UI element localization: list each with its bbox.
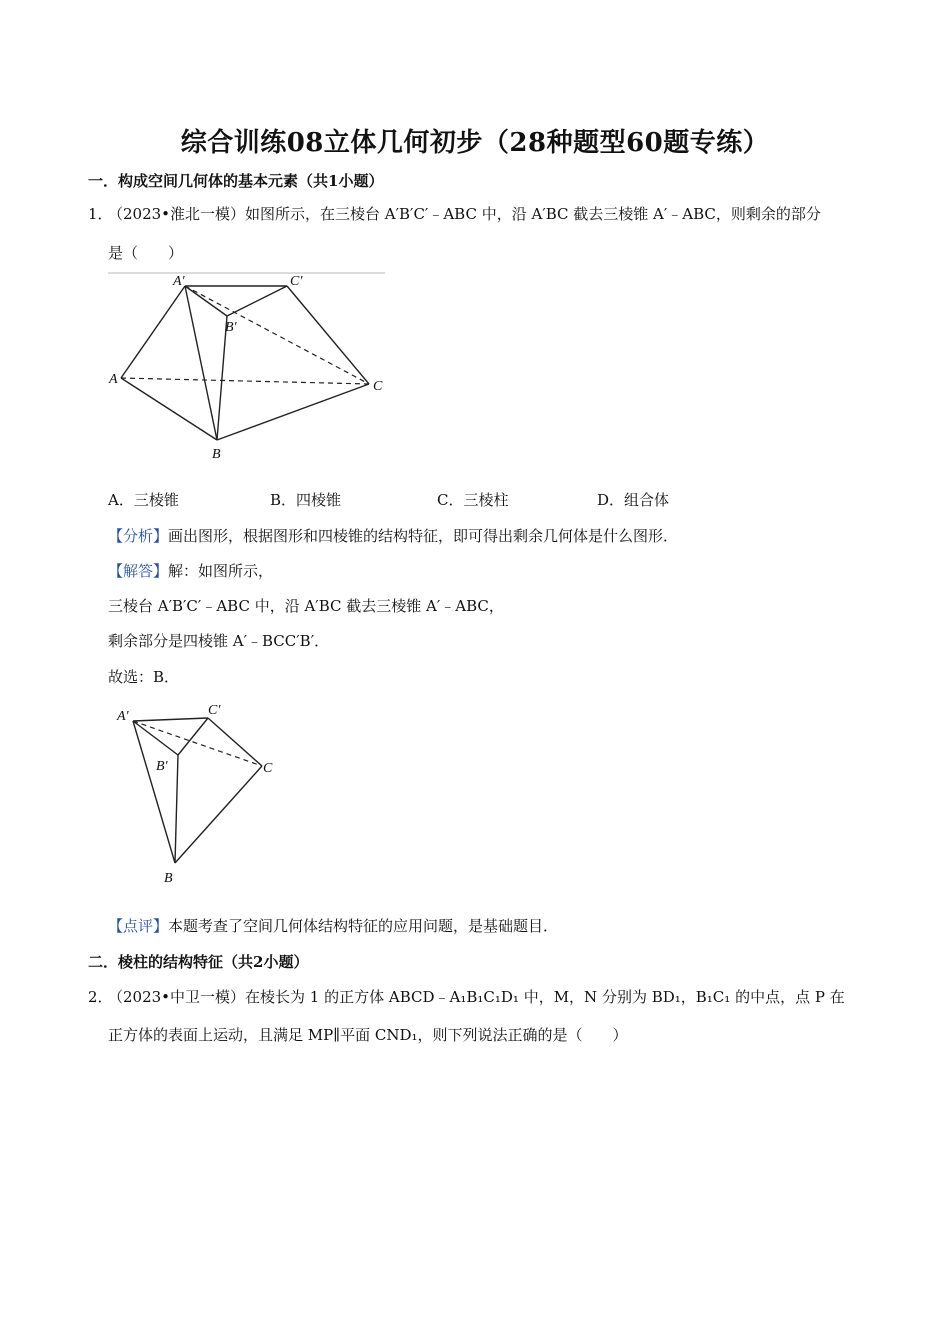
solution-text: 解：如图所示， <box>168 562 274 580</box>
fig2-label-c-prime: C′ <box>208 703 221 718</box>
label-c-prime: C′ <box>290 274 303 289</box>
page-title: 综合训练08立体几何初步（28种题型60题专练） <box>180 128 770 158</box>
question-number-1: 1． <box>88 205 113 223</box>
fig2-label-b-prime: B′ <box>156 759 168 774</box>
question-1-line-2: 是（ ） <box>108 244 184 262</box>
analysis-paragraph <box>108 526 678 546</box>
section-heading-2: 二．棱柱的结构特征（共2小题） <box>88 953 309 971</box>
solution-line-4: 故选：B． <box>108 668 180 686</box>
solution-line-2: 三棱台 A′B′C′﹣ABC 中，沿 A′BC 截去三棱锥 A′﹣ABC， <box>108 597 504 615</box>
figure-pyramid <box>108 696 288 888</box>
section-heading-1: 一．构成空间几何体的基本元素（共1小题） <box>88 172 384 190</box>
solution-tag: 【解答】 <box>108 562 169 580</box>
analysis-tag: 【分析】 <box>108 527 169 545</box>
question-number-2: 2． <box>88 988 113 1006</box>
fig2-label-b: B <box>164 871 173 886</box>
analysis-text: 画出图形，根据图形和四棱锥的结构特征，即可得出剩余几何体是什么图形． <box>168 527 679 545</box>
label-a-prime: A′ <box>173 274 185 289</box>
question-1-line-1: （2023•淮北一模）如图所示，在三棱台 A′B′C′﹣ABC 中，沿 A′BC 截去三棱锥 A′﹣ABC，则剩余的部分 <box>108 205 821 223</box>
comment-text: 本题考查了空间几何体结构特征的应用问题，是基础题目． <box>168 917 559 935</box>
comment-tag: 【点评】 <box>108 917 169 935</box>
label-b: B <box>212 447 221 462</box>
fig2-label-a-prime: A′ <box>117 709 129 724</box>
label-b-prime: B′ <box>225 320 237 335</box>
solution-line-3: 剩余部分是四棱锥 A′﹣BCC′B′． <box>108 632 330 650</box>
solution-paragraph <box>108 561 273 581</box>
comment-paragraph <box>108 916 558 936</box>
label-c: C <box>373 379 383 394</box>
option-c: C．三棱柱 <box>437 491 509 509</box>
question-2-line-1: （2023•中卫一模）在棱长为 1 的正方体 ABCD﹣A₁B₁C₁D₁ 中，M，N 分别为 BD₁，B₁C₁ 的中点，点 P 在 <box>108 988 845 1006</box>
figure-frustum <box>100 266 400 466</box>
option-b: B．四棱锥 <box>270 491 342 509</box>
label-a: A <box>109 372 118 387</box>
fig2-label-c: C <box>263 761 273 776</box>
option-a: A．三棱锥 <box>108 491 179 509</box>
option-d: D．组合体 <box>597 491 670 509</box>
question-2-line-2: 正方体的表面上运动，且满足 MP∥平面 CND₁，则下列说法正确的是（ ） <box>108 1026 628 1044</box>
